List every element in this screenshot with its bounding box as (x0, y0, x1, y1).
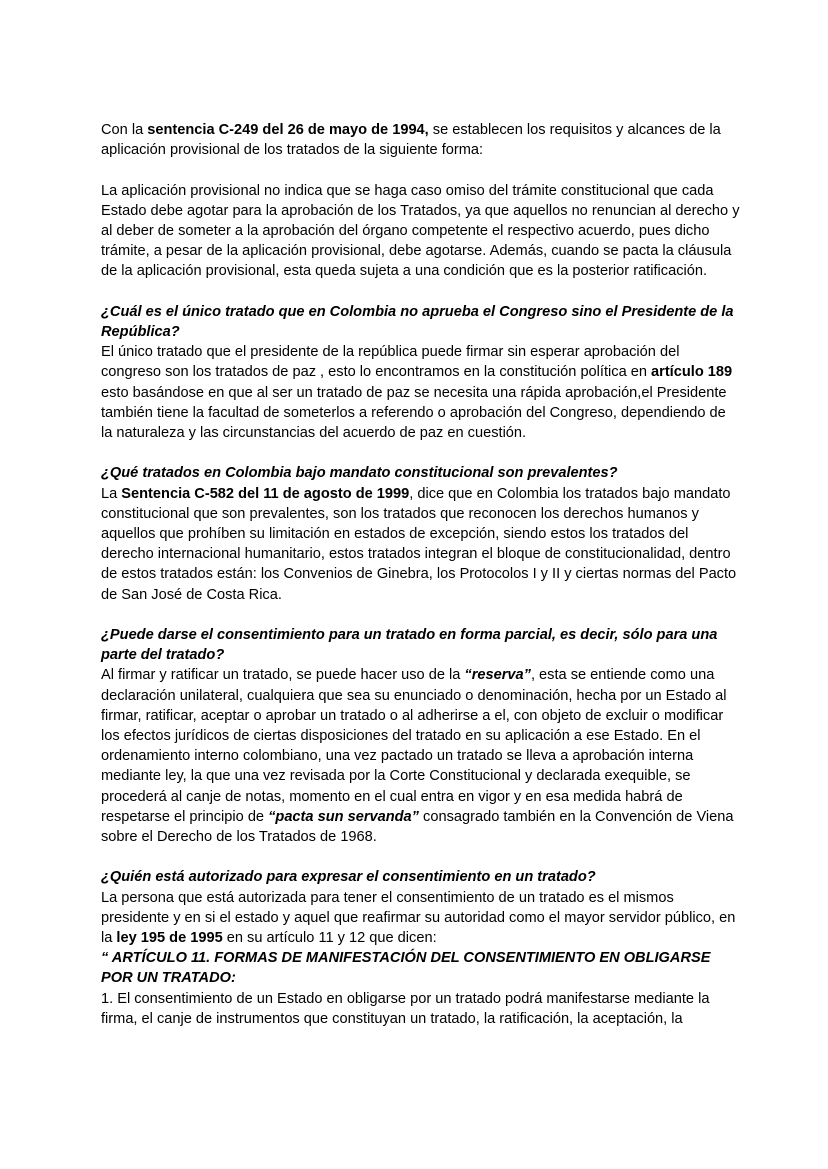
text-span: La persona que está autorizada para tener el consentimiento de un tratado es el mismos presidente y en si el estado y aquel que reafirmar su autoridad como el mayor servidor público, en la (101, 889, 736, 947)
sentence-reference: sentencia C-249 del 26 de mayo de 1994, (147, 122, 429, 138)
text-span: en su artículo 11 y 12 que dicen: (222, 930, 437, 947)
law-reference: ley 195 de 1995 (116, 930, 223, 947)
question-heading-authorized-consent: ¿Quién está autorizado para expresar el consentimiento en un tratado? (101, 869, 596, 886)
text-span: Al firmar y ratificar un tratado, se puede hacer uso de la (101, 667, 465, 684)
text-span: consagrado también en la Convención de Viena sobre el Derecho de los Tratados de 1968. (101, 808, 734, 846)
question-heading-peace-treaty: ¿Cuál es el único tratado que en Colombia no aprueba el Congreso sino el Presidente de la República? (101, 303, 734, 340)
article-reference: artículo 189 (651, 364, 733, 381)
text-span: Con la (101, 122, 148, 138)
question-heading-partial-consent: ¿Puede darse el consentimiento para un tratado en forma parcial, es decir, sólo para una parte del tratado? (101, 627, 718, 664)
intro-paragraph (101, 120, 741, 160)
answer-paragraph-partial-consent (101, 665, 741, 847)
term-pacta-sun-servanda: “pacta sun servanda” (268, 808, 419, 825)
paragraph-gap (101, 605, 741, 625)
text-span: La (101, 485, 122, 502)
document-page (101, 120, 741, 1029)
answer-paragraph-prevalent-treaties (101, 484, 741, 605)
sentence-reference: Sentencia C-582 del 11 de agosto de 1999 (121, 485, 410, 502)
question-heading-prevalent-treaties: ¿Qué tratados en Colombia bajo mandato constitucional son prevalentes? (101, 465, 618, 482)
text-span: El único tratado que el presidente de la república puede firmar sin esperar aprobación del congreso son los tratados de paz , esto lo encontramos en la constitución política en (101, 344, 680, 381)
article-11-heading: “ ARTÍCULO 11. FORMAS DE MANIFESTACIÓN DEL CONSENTIMIENTO EN OBLIGARSE POR UN TRATADO: (101, 950, 711, 987)
text-span: se establecen los requisitos y alcances de la aplicación provisional de los tratados de la siguiente forma: (101, 122, 721, 159)
paragraph-gap (101, 443, 741, 463)
paragraph-gap (101, 160, 741, 180)
article-11-text: 1. El consentimiento de un Estado en obligarse por un tratado podrá manifestarse mediante la firma, el canje de instrumentos que constituyan un tratado, la ratificación, la aceptación, la (101, 990, 710, 1027)
text-span: , esta se entiende como una declaración unilateral, cualquiera que sea su enunciado o denominación, hecha por un Estado al firmar, ratificar, aceptar o aprobar un tratado o al adherirse a el, con objeto de excluir o modificar los efectos jurídicos de ciertas disposiciones del tratado en su aplicación a ese Estado. En el ordenamiento interno colombiano, una vez pactado un tratado se lleva a aprobación interna mediante ley, la que una vez revisada por la Corte Constitucional y declarada exequible, se procederá al canje de notas, momento en el cual entra en vigor y en esa medida habrá de respetarse el principio de (101, 667, 727, 825)
paragraph-gap (101, 282, 741, 302)
text-span: , dice que en Colombia los tratados bajo mandato constitucional que son prevalentes, son los tratados que reconocen los derechos humanos y aquellos que prohíben su limitación en estados de excepción, siendo estos los tratados del derecho internacional humanitario, estos tratados integran el bloque de constitucionalidad, dentro de estos tratados están: los Convenios de Ginebra, los Protocolos I y II y ciertas normas del Pacto de San José de Costa Rica. (101, 485, 737, 603)
provisional-application-paragraph: La aplicación provisional no indica que se haga caso omiso del trámite constitucional que cada Estado debe agotar para la aprobación de los Tratados, ya que aquellos no renuncian al derecho y al deber de someter a la aprobación del órgano competente el respectivo acuerdo, pues dicho trámite, a pesar de la aplicación provisional, debe agotarse. Además, cuando se pacta la cláusula de la aplicación provisional, esta queda sujeta a una condición que es la posterior ratificación. (101, 182, 740, 280)
answer-paragraph-authorized-consent (101, 888, 741, 949)
term-reserva: “reserva” (464, 667, 531, 684)
answer-paragraph-peace-treaty (101, 342, 741, 443)
text-span: esto basándose en que al ser un tratado de paz se necesita una rápida aprobación,el Presidente también tiene la facultad de someterlos a referendo o aprobación del Congreso, dependiendo de la naturaleza y las circunstancias del acuerdo de paz en cuestión. (101, 384, 727, 442)
paragraph-gap (101, 847, 741, 867)
